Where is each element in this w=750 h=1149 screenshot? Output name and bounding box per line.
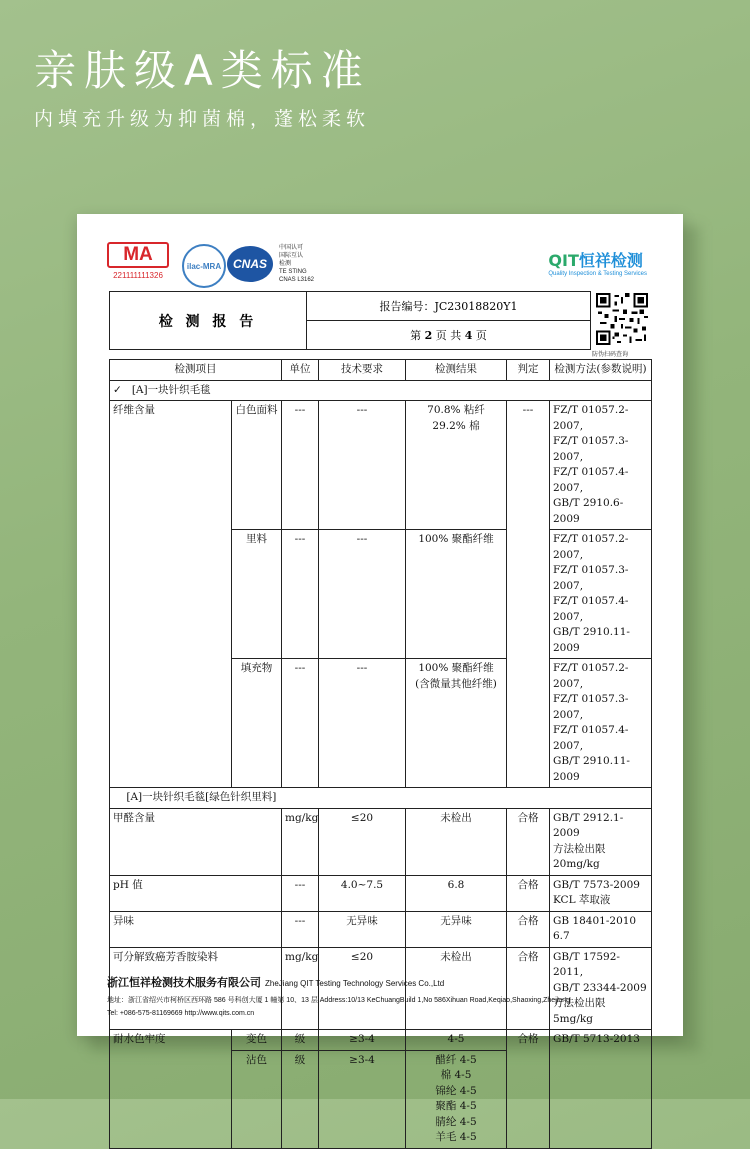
table-row: 甲醛含量 mg/kg ≤20 未检出 合格 GB/T 2912.1-2009 方法检出限 20mg/kg — [110, 808, 652, 875]
table-row: 可分解致癌芳香胺染料 mg/kg ≤20 未检出 合格 GB/T 17592-2011, GB/T 23344-2009 方法检出限 5mg/kg — [110, 947, 652, 1030]
col-header-item: 检测项目 — [110, 360, 282, 381]
table-row: 沾色 级 ≥3-4 醋纤 4-5 棉 4-5 锦纶 4-5 聚酯 4-5 腈纶 4-5 羊毛 4-5 — [110, 1050, 652, 1148]
cnas-line: 中国认可 — [279, 245, 304, 251]
cma-number: 221111111326 — [113, 271, 163, 280]
water-fastness-label: 耐水色牢度 — [110, 1030, 232, 1149]
col-header-judgement: 判定 — [507, 360, 550, 381]
report-number: 报告编号：JC23018820Y1 — [307, 292, 591, 321]
section-row — [110, 788, 652, 809]
table-header-row — [110, 360, 652, 381]
col-header-method: 检测方法(参数说明) — [550, 360, 652, 381]
col-header-result: 检测结果 — [406, 360, 507, 381]
cnas-line: 检测 — [279, 261, 292, 267]
table-row: 异味 --- 无异味 无异味 合格 GB 18401-2010 6.7 — [110, 911, 652, 947]
cnas-caption — [279, 244, 314, 284]
accreditation-logos — [107, 242, 367, 292]
sample-part: 里料 — [232, 530, 282, 659]
col-header-unit: 单位 — [282, 360, 319, 381]
sample-part: 填充物 — [232, 659, 282, 788]
sample-part: 白色面料 — [232, 401, 282, 530]
sample-part: 变色 — [232, 1030, 282, 1051]
qr-caption: 防伪扫码查询 — [592, 351, 629, 358]
cnas-line: CNAS L3162 — [279, 277, 315, 283]
company-address: 地址：浙江省绍兴市柯桥区西环路 586 号科创大厦 1 幢第 10、13 层 Address:10/13 KeChuangBuild 1,No 586Xihuan Road,Keqiao,Shaoxing,Zhejiang — [107, 997, 570, 1004]
section-title: [A]一块针织毛毯 — [131, 383, 211, 396]
report-header — [109, 291, 591, 350]
cma-mark: MA — [107, 242, 169, 268]
report-footer — [107, 974, 655, 1017]
table-row: 填充物 --- --- 100% 聚酯纤维 (含微量其他纤维) FZ/T 01057.2-2007, FZ/T 01057.3-2007, FZ/T 01057.4-2007, GB/T 2910.11-2009 — [110, 659, 652, 788]
page-indicator: 第 2 页 共 4 页 — [307, 321, 591, 350]
cma-logo — [107, 242, 169, 280]
check-icon: ✓ — [113, 383, 122, 396]
table-row: 纤维含量 白色面料 --- --- 70.8% 粘纤 29.2% 棉 --- FZ/T 01057.2-2007, FZ/T 01057.3-2007, FZ/T 01057.4-2007, GB/T 2910.6-2009 — [110, 401, 652, 530]
test-item: 可分解致癌芳香胺染料 — [110, 947, 282, 1030]
company-logo-mark: QIT — [548, 251, 579, 270]
banner-subline: 内填充升级为抑菌棉，蓬松柔软 — [34, 108, 371, 130]
section-row — [110, 380, 652, 401]
col-header-requirement: 技术要求 — [319, 360, 406, 381]
cnas-line: 国际互认 — [279, 253, 304, 259]
table-row: 耐水色牢度 变色 级 ≥3-4 4-5 合格 GB/T 5713-2013 — [110, 1030, 652, 1051]
table-row: 里料 --- --- 100% 聚酯纤维 FZ/T 01057.2-2007, FZ/T 01057.3-2007, FZ/T 01057.4-2007, GB/T 2910.11-2009 — [110, 530, 652, 659]
report-paper — [77, 214, 683, 1143]
company-slogan: Quality Inspection & Testing Services — [548, 271, 647, 277]
company-logo-name: 恒祥检测 — [578, 251, 643, 270]
company-logo — [548, 248, 647, 277]
test-item: 异味 — [110, 911, 282, 947]
banner-headline: 亲肤级A类标准 — [34, 46, 371, 95]
company-contact: Tel: +086-575-81169669 http://www.qits.com.cn — [107, 1010, 255, 1017]
cnas-logo: CNAS — [227, 246, 273, 282]
qr-code[interactable] — [596, 293, 648, 345]
report-title: 检 测 报 告 — [110, 292, 307, 350]
section-title: [A]一块针织毛毯[绿色针织里料] — [126, 791, 277, 803]
cnas-line: TE STING — [279, 269, 307, 275]
ilac-mra-logo: ilac-MRA — [182, 244, 226, 288]
sample-part: 沾色 — [232, 1050, 282, 1148]
company-name-en: ZheJiang QIT Testing Technology Services Co.,Ltd — [265, 979, 445, 988]
company-name-cn: 浙江恒祥检测技术服务有限公司 — [107, 976, 261, 989]
test-results-table — [109, 359, 652, 1149]
test-item: 甲醛含量 — [110, 808, 282, 875]
fiber-content-label: 纤维含量 — [110, 401, 232, 788]
table-row: pH 值 --- 4.0~7.5 6.8 合格 GB/T 7573-2009 KCL 萃取液 — [110, 875, 652, 911]
test-item: pH 值 — [110, 875, 282, 911]
